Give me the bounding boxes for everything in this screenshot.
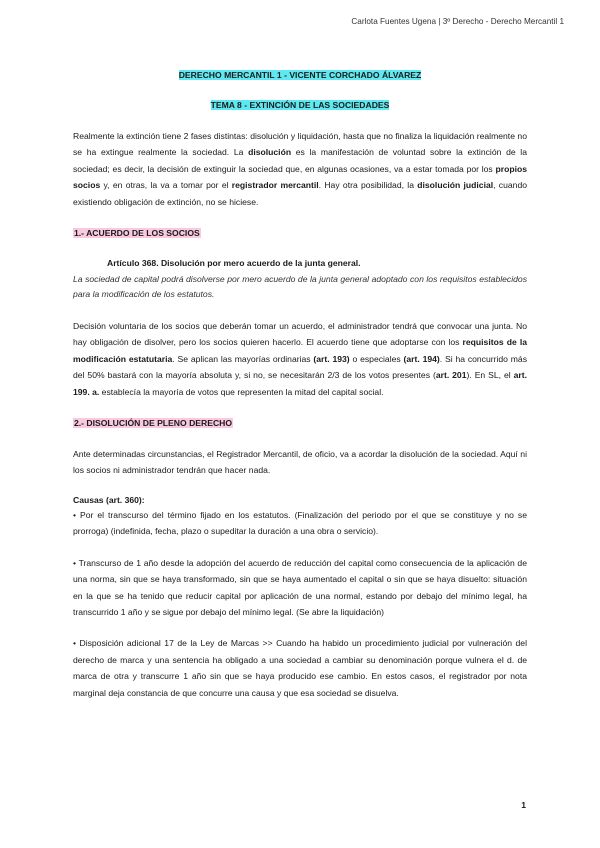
s1-text-4: . Si ha concurrido más del 50% bastará con la mayoría absoluta y, si no, se necesitarán 2/3 de los votos presentes (	[73, 353, 528, 381]
intro-bold-2: propios socios	[73, 163, 527, 191]
section-2-heading	[73, 416, 527, 430]
intro-paragraph	[73, 128, 527, 210]
section-2-heading-text: 2.- DISOLUCIÓN DE PLENO DERECHO	[74, 418, 233, 429]
page-header: Carlota Fuentes Ugena | 3º Derecho - Derecho Mercantil 1	[351, 17, 564, 26]
s1-bold-1: requisitos de la modificación estatutaria	[73, 337, 527, 364]
s1-text-3: o especiales	[349, 353, 404, 364]
s1-bold-3: (art. 194)	[403, 353, 440, 364]
intro-bold-3: registrador mercantil	[231, 180, 319, 191]
intro-text-2: es la manifestación de voluntad sobre la extinción de la sociedad; es decir, la decisión de extinguir la sociedad que, en algunas ocasiones, va a estar tomada por los	[73, 147, 527, 174]
section-2-intro: Ante determinadas circunstancias, el Registrador Mercantil, de oficio, va a acordar la disolución de la sociedad. Aquí ni los socios ni administrador tendrán que hacer nada.	[73, 449, 527, 476]
intro-text-5: , cuando existiendo obligación de extinción, no se hiciese.	[73, 180, 528, 207]
s1-text-5: ). En SL, el	[466, 370, 514, 381]
topic-title-text: TEMA 8 - EXTINCIÓN DE LAS SOCIEDADES	[210, 100, 390, 110]
intro-text-3: y, en otras, la va a tomar por el	[100, 180, 232, 191]
course-title	[73, 68, 527, 82]
cause-item: • Por el transcurso del término fijado en los estatutos. (Finalización del periodo por el que se constituye y no se prorroga) (indefinida, fecha, plazo o supeditar la duración a una obra o servicio).	[73, 509, 527, 537]
article-368-text: La sociedad de capital podrá disolverse por mero acuerdo de la junta general adoptado con los requisitos establecidos para la modificación de los estatutos.	[73, 274, 527, 300]
cause-item: • Transcurso de 1 año desde la adopción del acuerdo de reducción del capital como consecuencia de la aplicación de una norma, sin que se haya transformado, sin que se haya aumentado el capital o sin que se haya disuelto: situación en la que se ha tenido que reducir capital por aplicación de una normal, estando por debajo del mínimo legal, ha transcurrido 1 año y se sigue por debajo del mínimo legal. (Se abre la liquidación)	[73, 557, 527, 617]
page-number: 1	[521, 800, 526, 810]
s1-text-6: establecía la mayoría de votos que representen la mitad del capital social.	[99, 386, 384, 397]
course-title-text: DERECHO MERCANTIL 1 - VICENTE CORCHADO ÁLVAREZ	[178, 70, 422, 80]
s1-bold-2: (art. 193)	[313, 353, 350, 364]
intro-text-4: . Hay otra posibilidad, la	[318, 180, 418, 191]
section-1-paragraph	[73, 318, 527, 400]
s1-text-1: Decisión voluntaria de los socios que deberán tomar un acuerdo, el administrador tendrá que convocar una junta. No hay obligación de disolver, pero los socios quieren hacerlo. El acuerdo tiene que adoptarse con los	[73, 321, 527, 348]
cause-item: • Disposición adicional 17 de la Ley de Marcas >> Cuando ha habido un procedimiento judicial por vulneración del derecho de marca y una sentencia ha obligado a una sociedad a cambiar su denominación porque vulnera el d. de marca de otra y transcurre 1 año sin que se haya producido ese cambio. En estos casos, el registrador por nota marginal deja constancia de que concurre una causa y que esa sociedad se disuelva.	[73, 638, 527, 698]
page-content	[73, 68, 527, 701]
intro-bold-4: disolución judicial	[417, 180, 494, 191]
section-1-heading-text: 1.- ACUERDO DE LOS SOCIOS	[74, 228, 200, 239]
intro-text-1: Realmente la extinción tiene 2 fases distintas: disolución y liquidación, hasta que no finaliza la liquidación realmente no se ha extingue realmente la sociedad. La	[73, 131, 527, 158]
topic-title	[73, 98, 527, 112]
intro-bold-1: disolución	[248, 147, 292, 158]
s1-text-2: . Se aplican las mayorías ordinarias	[172, 353, 314, 364]
s1-bold-5: art. 199. a.	[73, 370, 528, 397]
causes-label: Causas (art. 360):	[73, 494, 145, 505]
s1-bold-4: art. 201	[435, 370, 467, 381]
section-1-heading	[73, 226, 527, 240]
article-368-title: Artículo 368. Disolución por mero acuerdo de la junta general.	[107, 258, 361, 269]
